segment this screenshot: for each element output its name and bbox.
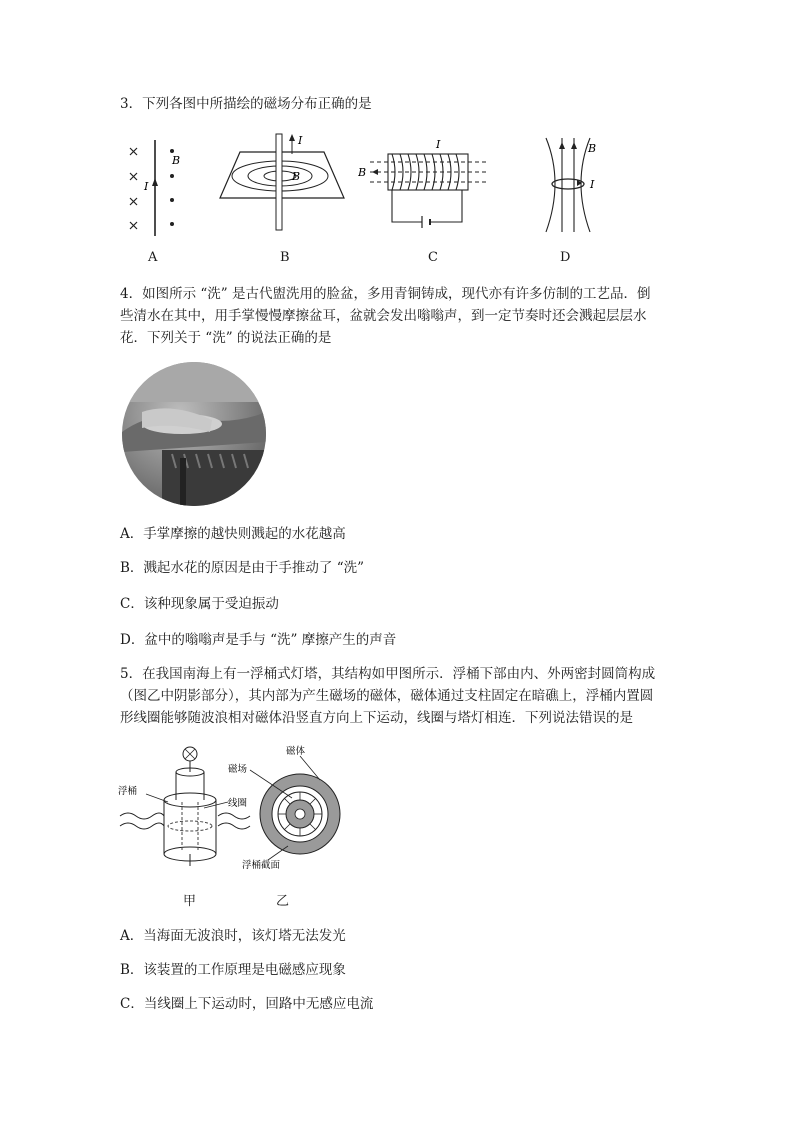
q4-stem-line-2: 些清水在其中，用手掌慢慢摩擦盆耳，盆就会发出嗡嗡声，到一定节奏时还会溅起层层水: [120, 308, 647, 324]
inner-cylinder: [168, 802, 212, 850]
q3-figure-a: [122, 138, 192, 238]
wire: [276, 134, 282, 230]
label-b: B: [292, 170, 301, 183]
q3-label-a: A: [148, 250, 158, 265]
q4-option-a: A．手掌摩擦的越快则溅起的水花越高: [120, 526, 346, 542]
q3-stem: 3．下列各图中所描绘的磁场分布正确的是: [120, 96, 372, 112]
circuit-wire: [392, 190, 462, 222]
label-field: 磁场: [228, 764, 248, 775]
q5-label-yi: 乙: [276, 894, 290, 909]
q5-option-b: B．该装置的工作原理是电磁感应现象: [120, 962, 346, 978]
q4-stem-line-1: 4．如图所示 “洗” 是古代盥洗用的脸盆，多用青铜铸成，现代亦有许多仿制的工艺品．倒: [120, 286, 651, 302]
q5-stem-line-2: （图乙中阴影部分），其内部为产生磁场的磁体，磁体通过支柱固定在暗礁上，浮桶内置圆: [120, 688, 654, 704]
label-i: I: [590, 178, 595, 191]
q5-option-a: A．当海面无波浪时，该灯塔无法发光: [120, 928, 346, 944]
label-i: I: [144, 180, 149, 193]
q3-figure-d: [532, 136, 612, 236]
current-arrow: [289, 134, 295, 141]
q3-figure-c: [358, 136, 498, 232]
q5-figure-yi: [228, 742, 358, 872]
cross-marks: [130, 148, 137, 229]
q4-stem-line-3: 花．下列关于 “洗” 的说法正确的是: [120, 330, 332, 346]
label-b: B: [358, 166, 367, 179]
label-i: I: [298, 134, 303, 147]
q5-stem-line-3: 形线圈能够随波浪相对磁体沿竖直方向上下运动，线圈与塔灯相连．下列说法错误的是: [120, 710, 633, 726]
label-coil: 线圈: [228, 798, 248, 809]
q4-option-c: C．该种现象属于受迫振动: [120, 596, 279, 612]
label-i: I: [436, 138, 441, 151]
q5-label-jia: 甲: [183, 894, 197, 909]
basin-photo: [122, 362, 266, 506]
label-section: 浮桶截面: [242, 860, 281, 871]
q3-figure-b: [212, 132, 352, 234]
label-b: B: [172, 154, 181, 167]
label-magnet: 磁体: [286, 746, 306, 757]
current-arrow: [152, 178, 158, 186]
q3-label-b: B: [280, 250, 290, 265]
label-b: B: [588, 142, 597, 155]
q4-option-b: B．溅起水花的原因是由于手推动了 “洗”: [120, 560, 365, 576]
q5-stem-line-1: 5．在我国南海上有一浮桶式灯塔，其结构如甲图所示．浮桶下部由内、外两密封圆筒构成: [120, 666, 656, 682]
q4-option-d: D．盆中的嗡嗡声是手与 “洗” 摩擦产生的声音: [120, 632, 397, 648]
label-float: 浮桶: [118, 786, 138, 797]
q5-option-c: C．当线圈上下运动时，回路中无感应电流: [120, 996, 374, 1012]
field-lines: [370, 162, 486, 182]
q3-label-d: D: [560, 250, 571, 265]
q3-label-c: C: [428, 250, 438, 265]
